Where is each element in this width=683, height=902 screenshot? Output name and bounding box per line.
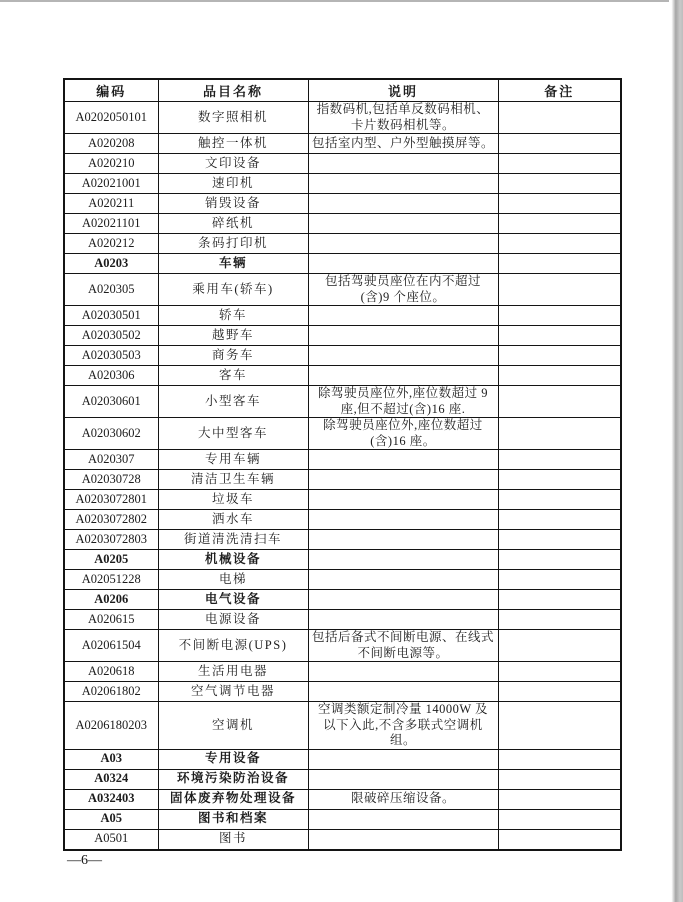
table-row xyxy=(64,306,621,326)
row-remarks-cell xyxy=(498,530,621,550)
row-remarks-cell xyxy=(498,682,621,702)
row-name-cell: 越野车 xyxy=(158,326,308,346)
row-description-cell xyxy=(308,306,498,326)
table-row xyxy=(64,630,621,662)
row-remarks-cell xyxy=(498,134,621,154)
row-code-cell: A02021001 xyxy=(64,174,158,194)
row-name-cell: 清洁卫生车辆 xyxy=(158,470,308,490)
table-row xyxy=(64,530,621,550)
table-row xyxy=(64,254,621,274)
table-row xyxy=(64,326,621,346)
row-name-cell: 电源设备 xyxy=(158,610,308,630)
row-description-cell xyxy=(308,326,498,346)
row-description-cell xyxy=(308,174,498,194)
row-code-cell: A0203072803 xyxy=(64,530,158,550)
row-description-cell xyxy=(308,829,498,850)
row-description-cell: 指数码机,包括单反数码相机、卡片数码相机等。 xyxy=(308,102,498,134)
column-header-item-name: 品目名称 xyxy=(158,79,308,102)
table-row xyxy=(64,470,621,490)
row-remarks-cell xyxy=(498,490,621,510)
row-remarks-cell xyxy=(498,550,621,570)
row-name-cell: 条码打印机 xyxy=(158,234,308,254)
table-row xyxy=(64,134,621,154)
table-row xyxy=(64,590,621,610)
row-remarks-cell xyxy=(498,274,621,306)
table-row xyxy=(64,662,621,682)
row-code-cell: A02030601 xyxy=(64,386,158,418)
table-header-row xyxy=(64,79,621,102)
row-remarks-cell xyxy=(498,749,621,769)
row-code-cell: A020618 xyxy=(64,662,158,682)
table-row xyxy=(64,346,621,366)
row-description-cell xyxy=(308,254,498,274)
row-remarks-cell xyxy=(498,194,621,214)
row-code-cell: A032403 xyxy=(64,789,158,809)
table-row xyxy=(64,682,621,702)
row-code-cell: A02061504 xyxy=(64,630,158,662)
row-code-cell: A020210 xyxy=(64,154,158,174)
row-description-cell xyxy=(308,234,498,254)
row-code-cell: A0203072801 xyxy=(64,490,158,510)
row-name-cell: 商务车 xyxy=(158,346,308,366)
row-remarks-cell xyxy=(498,769,621,789)
row-description-cell: 包括室内型、户外型触摸屏等。 xyxy=(308,134,498,154)
row-name-cell: 洒水车 xyxy=(158,510,308,530)
row-description-cell xyxy=(308,214,498,234)
row-description-cell xyxy=(308,550,498,570)
row-name-cell: 专用设备 xyxy=(158,749,308,769)
row-remarks-cell xyxy=(498,386,621,418)
row-code-cell: A020307 xyxy=(64,450,158,470)
table-body xyxy=(64,102,621,850)
table-row xyxy=(64,510,621,530)
procurement-catalog-table xyxy=(63,78,622,851)
row-code-cell: A0206 xyxy=(64,590,158,610)
row-remarks-cell xyxy=(498,470,621,490)
row-description-cell xyxy=(308,769,498,789)
row-code-cell: A020306 xyxy=(64,366,158,386)
row-code-cell: A0203 xyxy=(64,254,158,274)
row-name-cell: 触控一体机 xyxy=(158,134,308,154)
table-row xyxy=(64,234,621,254)
row-description-cell: 限破碎压缩设备。 xyxy=(308,789,498,809)
row-remarks-cell xyxy=(498,326,621,346)
row-remarks-cell xyxy=(498,450,621,470)
row-description-cell xyxy=(308,366,498,386)
table-row xyxy=(64,490,621,510)
table-row xyxy=(64,418,621,450)
row-code-cell: A0205 xyxy=(64,550,158,570)
column-header-remarks: 备注 xyxy=(498,79,621,102)
row-code-cell: A0202050101 xyxy=(64,102,158,134)
row-remarks-cell xyxy=(498,174,621,194)
row-remarks-cell xyxy=(498,366,621,386)
row-description-cell xyxy=(308,470,498,490)
row-remarks-cell xyxy=(498,630,621,662)
row-code-cell: A02030502 xyxy=(64,326,158,346)
row-remarks-cell xyxy=(498,702,621,750)
table-row xyxy=(64,366,621,386)
row-description-cell xyxy=(308,194,498,214)
row-description-cell xyxy=(308,450,498,470)
row-name-cell: 专用车辆 xyxy=(158,450,308,470)
row-description-cell xyxy=(308,570,498,590)
row-name-cell: 机械设备 xyxy=(158,550,308,570)
row-remarks-cell xyxy=(498,590,621,610)
row-name-cell: 数字照相机 xyxy=(158,102,308,134)
row-description-cell: 除驾驶员座位外,座位数超过(含)16 座。 xyxy=(308,418,498,450)
row-name-cell: 电梯 xyxy=(158,570,308,590)
row-code-cell: A0206180203 xyxy=(64,702,158,750)
table-row xyxy=(64,702,621,750)
row-code-cell: A02061802 xyxy=(64,682,158,702)
row-code-cell: A02021101 xyxy=(64,214,158,234)
row-name-cell: 街道清洗清扫车 xyxy=(158,530,308,550)
row-code-cell: A05 xyxy=(64,809,158,829)
row-description-cell xyxy=(308,154,498,174)
table-row xyxy=(64,610,621,630)
row-remarks-cell xyxy=(498,346,621,366)
table-row xyxy=(64,386,621,418)
row-code-cell: A02030503 xyxy=(64,346,158,366)
row-name-cell: 小型客车 xyxy=(158,386,308,418)
row-description-cell: 除驾驶员座位外,座位数超过 9 座,但不超过(含)16 座. xyxy=(308,386,498,418)
row-description-cell xyxy=(308,610,498,630)
row-description-cell: 包括驾驶员座位在内不超过(含)9 个座位。 xyxy=(308,274,498,306)
row-name-cell: 客车 xyxy=(158,366,308,386)
row-description-cell: 包括后备式不间断电源、在线式不间断电源等。 xyxy=(308,630,498,662)
table-row xyxy=(64,769,621,789)
row-remarks-cell xyxy=(498,789,621,809)
row-name-cell: 环境污染防治设备 xyxy=(158,769,308,789)
row-description-cell xyxy=(308,346,498,366)
table-row xyxy=(64,809,621,829)
row-remarks-cell xyxy=(498,570,621,590)
row-remarks-cell xyxy=(498,809,621,829)
scan-edge-top xyxy=(0,0,683,2)
row-remarks-cell xyxy=(498,102,621,134)
table-row xyxy=(64,194,621,214)
table-row xyxy=(64,789,621,809)
row-description-cell xyxy=(308,590,498,610)
row-code-cell: A02030728 xyxy=(64,470,158,490)
column-header-description: 说明 xyxy=(308,79,498,102)
row-name-cell: 空调机 xyxy=(158,702,308,750)
row-description-cell xyxy=(308,749,498,769)
row-name-cell: 垃圾车 xyxy=(158,490,308,510)
column-header-code: 编码 xyxy=(64,79,158,102)
row-name-cell: 碎纸机 xyxy=(158,214,308,234)
row-code-cell: A020615 xyxy=(64,610,158,630)
row-name-cell: 销毁设备 xyxy=(158,194,308,214)
row-code-cell: A020208 xyxy=(64,134,158,154)
row-description-cell xyxy=(308,490,498,510)
row-name-cell: 大中型客车 xyxy=(158,418,308,450)
table-row xyxy=(64,749,621,769)
row-code-cell: A02051228 xyxy=(64,570,158,590)
row-name-cell: 电气设备 xyxy=(158,590,308,610)
row-code-cell: A03 xyxy=(64,749,158,769)
row-code-cell: A020305 xyxy=(64,274,158,306)
table-row xyxy=(64,274,621,306)
row-description-cell xyxy=(308,682,498,702)
row-code-cell: A0324 xyxy=(64,769,158,789)
row-code-cell: A020211 xyxy=(64,194,158,214)
row-code-cell: A0501 xyxy=(64,829,158,850)
row-remarks-cell xyxy=(498,610,621,630)
row-name-cell: 不间断电源(UPS) xyxy=(158,630,308,662)
row-remarks-cell xyxy=(498,829,621,850)
page-number: —6— xyxy=(67,853,102,868)
table-row xyxy=(64,102,621,134)
row-remarks-cell xyxy=(498,154,621,174)
row-code-cell: A020212 xyxy=(64,234,158,254)
row-description-cell xyxy=(308,530,498,550)
row-remarks-cell xyxy=(498,234,621,254)
row-name-cell: 乘用车(轿车) xyxy=(158,274,308,306)
row-remarks-cell xyxy=(498,418,621,450)
row-code-cell: A02030501 xyxy=(64,306,158,326)
row-description-cell xyxy=(308,809,498,829)
row-name-cell: 速印机 xyxy=(158,174,308,194)
table-row xyxy=(64,550,621,570)
table-row xyxy=(64,154,621,174)
row-name-cell: 固体废弃物处理设备 xyxy=(158,789,308,809)
row-remarks-cell xyxy=(498,306,621,326)
row-remarks-cell xyxy=(498,662,621,682)
row-description-cell xyxy=(308,510,498,530)
row-description-cell: 空调类额定制冷量 14000W 及以下入此,不含多联式空调机组。 xyxy=(308,702,498,750)
scan-edge-right xyxy=(669,0,683,902)
row-name-cell: 图书和档案 xyxy=(158,809,308,829)
row-name-cell: 空气调节电器 xyxy=(158,682,308,702)
row-name-cell: 文印设备 xyxy=(158,154,308,174)
row-name-cell: 车辆 xyxy=(158,254,308,274)
table-row xyxy=(64,570,621,590)
table-row xyxy=(64,174,621,194)
row-name-cell: 轿车 xyxy=(158,306,308,326)
row-remarks-cell xyxy=(498,214,621,234)
row-remarks-cell xyxy=(498,510,621,530)
row-code-cell: A0203072802 xyxy=(64,510,158,530)
row-description-cell xyxy=(308,662,498,682)
row-remarks-cell xyxy=(498,254,621,274)
row-name-cell: 生活用电器 xyxy=(158,662,308,682)
table-row xyxy=(64,829,621,850)
table-row xyxy=(64,214,621,234)
row-code-cell: A02030602 xyxy=(64,418,158,450)
row-name-cell: 图书 xyxy=(158,829,308,850)
table-row xyxy=(64,450,621,470)
